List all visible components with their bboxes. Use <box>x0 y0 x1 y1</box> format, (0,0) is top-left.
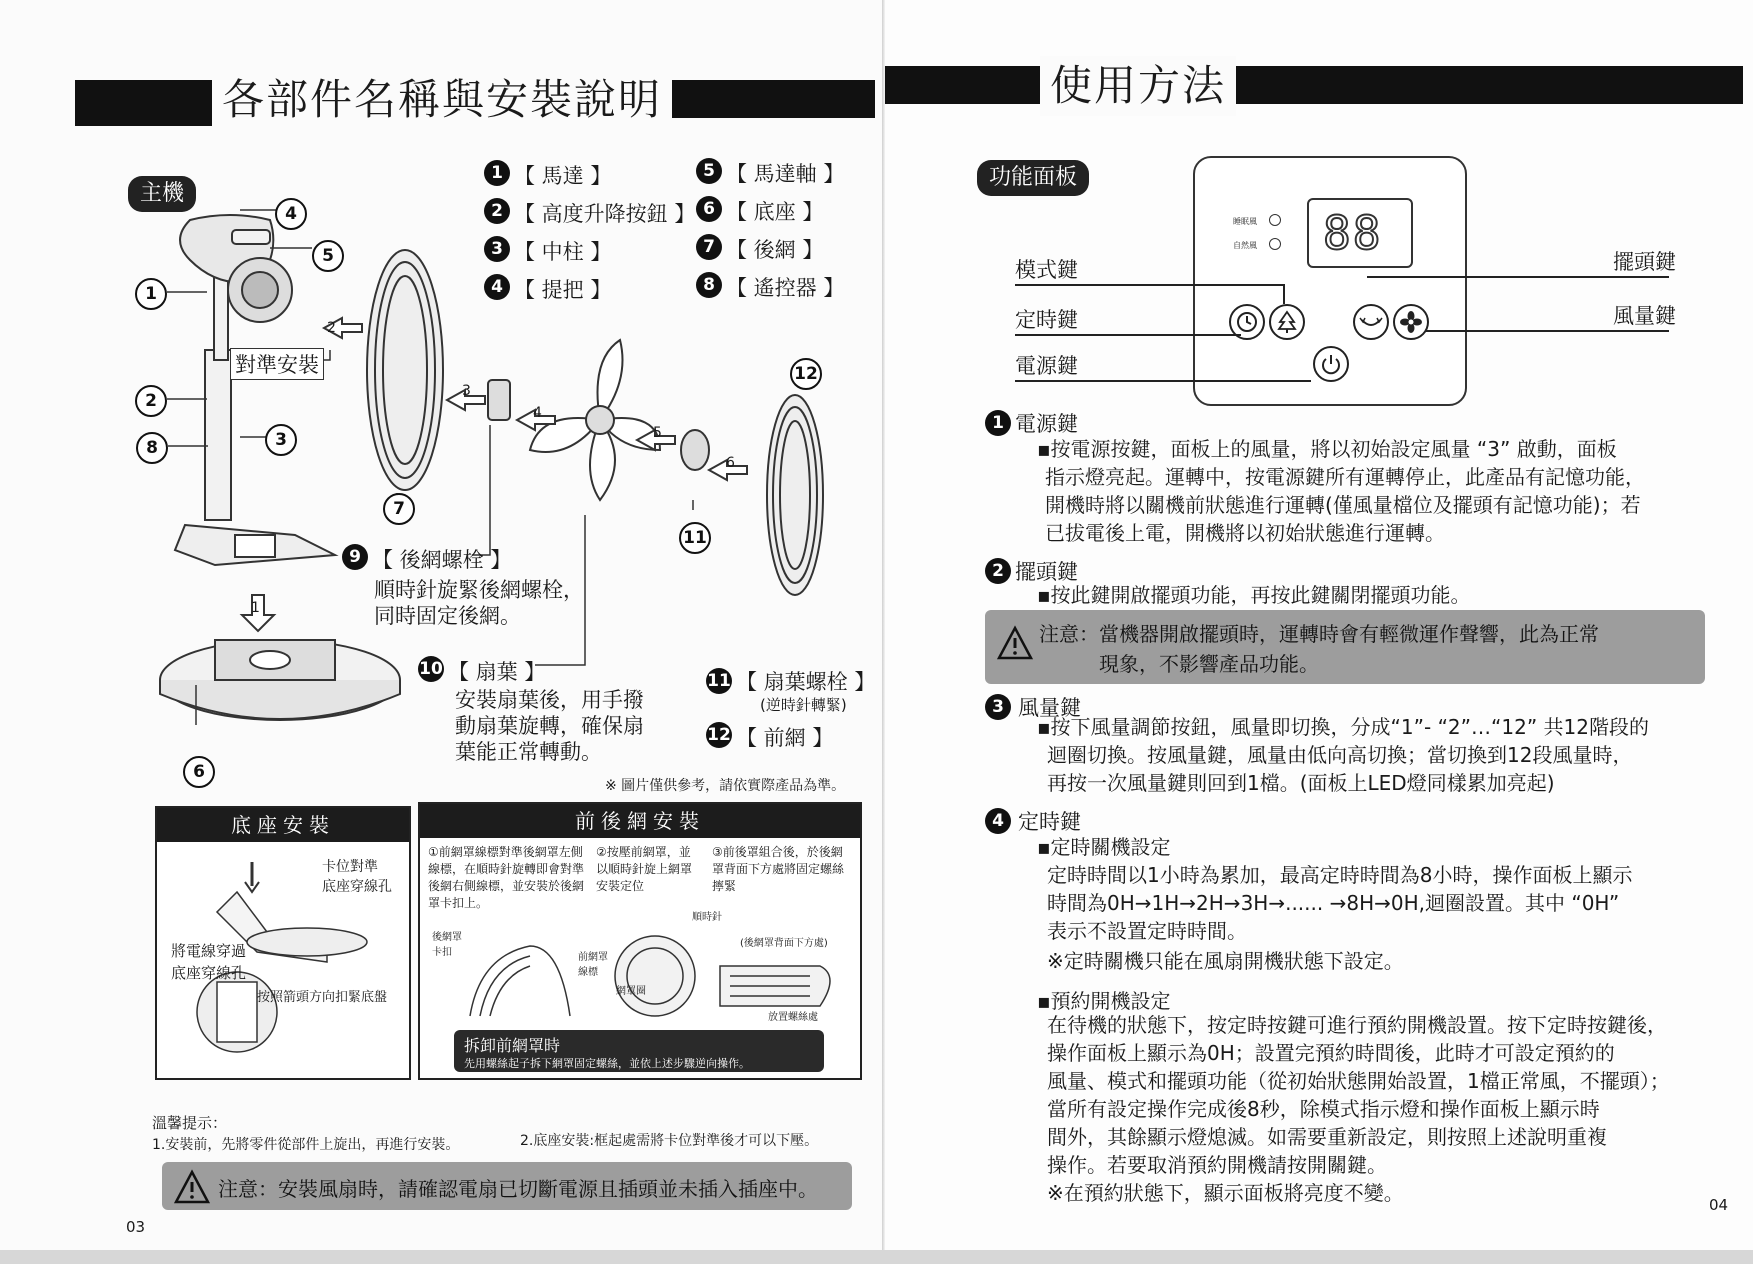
speed-button[interactable] <box>1393 304 1429 340</box>
sec4-b-5: 間外，其餘顯示燈熄滅。如需要重新設定，則按照上述說明重複 <box>1047 1125 1607 1149</box>
remove-desc: 先用螺絲起子拆下網罩固定螺絲，並依上述步驟逆向操作。 <box>464 1057 750 1070</box>
step-2: 2 <box>327 320 336 336</box>
align-label: 對準安裝 <box>230 348 324 380</box>
tips-title: 溫馨提示： <box>152 1114 228 1132</box>
right-page <box>885 0 1753 1250</box>
base-install-box <box>155 806 411 1080</box>
part10-desc-3: 葉能正常轉動。 <box>455 740 602 764</box>
base-label-2a: 將電線穿過 <box>171 942 247 960</box>
left-page <box>0 0 885 1250</box>
swing-key-leader <box>1367 276 1669 278</box>
sec2-line-1: ▪按此鍵開啟擺頭功能，再按此鍵關閉擺頭功能。 <box>1037 583 1471 607</box>
diag-num-6: 6 <box>183 756 215 788</box>
sec4-b-6: 操作。若要取消預約開機請按開關鍵。 <box>1047 1153 1387 1177</box>
mode-button[interactable] <box>1269 304 1305 340</box>
base-label-2b: 底座穿線孔 <box>171 964 247 982</box>
sec2-num: 2 <box>985 558 1011 584</box>
lbl-rear-bottom: (後網罩背面下方處) <box>740 938 828 949</box>
base-install-title: 底座安裝 <box>157 808 409 842</box>
step-5: 5 <box>653 425 662 441</box>
sec3-line-2: 迴圈切換。按風量鍵，風量由低向高切換；當切換到12段風量時， <box>1047 743 1633 767</box>
sec1-title: 電源鍵 <box>1015 412 1078 436</box>
base-label-1a: 卡位對準 <box>322 859 378 875</box>
sec2-title: 擺頭鍵 <box>1015 560 1078 584</box>
part-label-6: 【 底座 】 <box>726 200 824 224</box>
fan-icon <box>1395 306 1427 338</box>
part11-title: 【 扇葉螺栓 】 <box>736 670 876 694</box>
sec4-b-3: 風量、模式和擺頭功能（從初始狀態開始設置，1檔正常風，不擺頭）； <box>1047 1069 1670 1093</box>
part-num-3: 3 <box>484 236 510 262</box>
part-label-1: 【 馬達 】 <box>514 164 612 188</box>
tip-2: 2.底座安裝:框起處需將卡位對準後才可以下壓。 <box>520 1133 819 1149</box>
swing-key-label: 擺頭鍵 <box>1613 250 1676 274</box>
diag-num-4: 4 <box>275 198 307 230</box>
grill-install-box <box>418 802 862 1080</box>
sec1-line-1: ▪按電源按鍵，面板上的風量，將以初始設定風量 “3” 啟動，面板 <box>1037 437 1617 461</box>
indicator-natural-label: 自然風 <box>1233 241 1257 250</box>
lbl-front-mark: 前網罩線標 <box>578 952 608 978</box>
sec3-line-1: ▪按下風量調節按鈕，風量即切換，分成“1”- “2”…“12” 共12階段的 <box>1037 715 1650 739</box>
left-page-number: 03 <box>126 1218 146 1236</box>
sec3-num: 3 <box>985 694 1011 720</box>
part-label-8: 【 遙控器 】 <box>726 276 845 300</box>
base-label-1b: 底座穿線孔 <box>322 879 392 895</box>
sec4-b-1: 在待機的狀態下，按定時按鍵可進行預約開機設置。按下定時按鍵後， <box>1047 1013 1667 1037</box>
part10-desc-2: 動扇葉旋轉，確保扇 <box>455 714 644 738</box>
mode-key-leader <box>1015 284 1283 286</box>
tree-icon <box>1271 306 1303 338</box>
diag-num-2: 2 <box>135 385 167 417</box>
right-page-title: 使用方法 <box>1040 56 1236 116</box>
part12-title: 【 前網 】 <box>736 726 834 750</box>
part-label-4: 【 提把 】 <box>514 278 612 302</box>
part-label-7: 【 後網 】 <box>726 238 824 262</box>
lbl-cw: 順時針 <box>692 912 722 923</box>
grill-step-1: ①前網罩線標對準後網罩左側線標，在順時針旋轉即會對準後網右側線標，並安裝於後網罩卡扣上。 <box>428 845 585 910</box>
part-label-3: 【 中柱 】 <box>514 240 612 264</box>
sec1-line-3: 開機時將以關機前狀態進行運轉(僅風量檔位及擺頭有記憶功能)；若 <box>1045 493 1641 517</box>
sec4-b-7: ※在預約狀態下，顯示面板將亮度不變。 <box>1047 1181 1404 1205</box>
step-6: 6 <box>726 455 735 471</box>
speed-key-label: 風量鍵 <box>1613 304 1676 328</box>
sec1-line-2: 指示燈亮起。運轉中，按電源鍵所有運轉停止，此產品有記憶功能， <box>1045 465 1645 489</box>
part-num-5: 5 <box>696 158 722 184</box>
sec3-title: 風量鍵 <box>1018 696 1081 720</box>
speed-key-leader <box>1425 330 1669 332</box>
diag-num-3: 3 <box>265 424 297 456</box>
swing-icon <box>1355 306 1387 338</box>
lbl-screw: 放置螺絲處 <box>768 1012 818 1023</box>
diag-num-11: 11 <box>679 522 711 554</box>
sec4-a-2: 時間為0H→1H→2H→3H→...... →8H→0H,迴圈設置。其中 “0H” <box>1047 891 1620 915</box>
sec4-sub-1: ▪定時關機設定 <box>1037 835 1171 859</box>
lbl-ring: 網罩圈 <box>616 986 646 997</box>
part-num-1: 1 <box>484 160 510 186</box>
diag-num-12: 12 <box>790 358 822 390</box>
part-num-4: 4 <box>484 274 510 300</box>
power-icon <box>1315 348 1347 380</box>
step-3: 3 <box>462 383 471 399</box>
mode-key-leader-v <box>1283 284 1285 304</box>
part10-desc-1: 安裝扇葉後，用手撥 <box>455 688 644 712</box>
swing-notice <box>985 610 1705 684</box>
part-num-8: 8 <box>696 272 722 298</box>
power-button[interactable] <box>1313 346 1349 382</box>
lbl-rear-clip: 後網罩卡扣 <box>432 932 462 958</box>
install-warning <box>162 1162 852 1210</box>
footnote: ※ 圖片僅供參考，請依實際產品為準。 <box>605 778 846 794</box>
part10-num: 10 <box>418 656 444 682</box>
sec3-line-3: 再按一次風量鍵則回到1檔。(面板上LED燈同樣累加亮起) <box>1047 771 1555 795</box>
part-num-7: 7 <box>696 234 722 260</box>
power-key-leader <box>1015 380 1311 382</box>
main-unit-tag: 主機 <box>128 176 196 212</box>
display-digits: 88 <box>1323 206 1383 260</box>
part10-title: 【 扇葉 】 <box>448 660 546 684</box>
grill-step-3: ③前後罩組合後，於後網罩背面下方處將固定螺絲擰緊 <box>712 845 845 893</box>
remove-title: 拆卸前網罩時 <box>464 1036 561 1055</box>
swing-notice-line-1: 注意：當機器開啟擺頭時，運轉時會有輕微運作聲響，此為正常 <box>1039 622 1599 646</box>
diag-num-8: 8 <box>136 432 168 464</box>
warning-icon <box>997 626 1033 660</box>
install-warning-text: 注意：安裝風扇時，請確認電扇已切斷電源且插頭並未插入插座中。 <box>218 1177 818 1201</box>
part11-sub: (逆時針轉緊) <box>760 696 847 714</box>
base-label-3: 按照箭頭方向扣緊底盤 <box>257 990 388 1005</box>
sec4-b-4: 當所有設定操作完成後8秒，除模式指示燈和操作面板上顯示時 <box>1047 1097 1600 1121</box>
sec4-b-2: 操作面板上顯示為0H；設置完預約時間後，此時才可設定預約的 <box>1047 1041 1615 1065</box>
grill-install-title: 前後網安裝 <box>420 804 860 838</box>
right-title-bar <box>885 66 1743 104</box>
timer-key-label: 定時鍵 <box>1015 308 1078 332</box>
part-label-5: 【 馬達軸 】 <box>726 162 845 186</box>
tip-1: 1.安裝前，先將零件從部件上旋出，再進行安裝。 <box>152 1137 460 1153</box>
part9-desc-2: 同時固定後網。 <box>374 604 521 628</box>
display-screen <box>1307 198 1413 268</box>
sec4-a-4: ※定時關機只能在風扇開機狀態下設定。 <box>1047 949 1404 973</box>
indicator-natural-led <box>1269 238 1281 250</box>
indicator-sleep-label: 睡眠風 <box>1233 217 1257 226</box>
diag-num-5: 5 <box>312 240 344 272</box>
warning-icon <box>174 1170 210 1204</box>
sec1-line-4: 已拔電後上電，開機將以初始狀態進行運轉。 <box>1045 521 1445 545</box>
swing-button[interactable] <box>1353 304 1389 340</box>
grill-step-2: ②按壓前網罩，並以順時針旋上網罩安裝定位 <box>596 845 693 893</box>
power-key-label: 電源鍵 <box>1015 354 1078 378</box>
panel-tag: 功能面板 <box>977 160 1089 196</box>
part11-num: 11 <box>706 668 732 694</box>
remove-note <box>454 1030 824 1072</box>
control-panel <box>1193 156 1467 406</box>
diag-num-1: 1 <box>135 278 167 310</box>
part-num-2: 2 <box>484 198 510 224</box>
fan-assembly-illustration <box>0 0 885 820</box>
sec4-title: 定時鍵 <box>1018 810 1081 834</box>
swing-notice-line-2: 現象，不影響產品功能。 <box>1099 652 1319 676</box>
step-4: 4 <box>533 405 542 421</box>
right-page-number: 04 <box>1709 1196 1729 1214</box>
part-num-6: 6 <box>696 196 722 222</box>
sec4-a-1: 定時時間以1小時為累加，最高定時時間為8小時，操作面板上顯示 <box>1047 863 1633 887</box>
part9-num: 9 <box>342 544 368 570</box>
part12-num: 12 <box>706 722 732 748</box>
part9-desc-1: 順時針旋緊後網螺栓， <box>374 578 584 602</box>
part-label-2: 【 高度升降按鈕 】 <box>514 202 696 226</box>
part9-title: 【 後網螺栓 】 <box>372 548 512 572</box>
sec4-sub-2: ▪預約開機設定 <box>1037 989 1171 1013</box>
sec1-num: 1 <box>985 410 1011 436</box>
diag-num-7: 7 <box>383 493 415 525</box>
sec4-a-3: 表示不設置定時時間。 <box>1047 919 1247 943</box>
step-1: 1 <box>251 600 260 616</box>
indicator-sleep-led <box>1269 214 1281 226</box>
sec4-num: 4 <box>985 808 1011 834</box>
mode-key-label: 模式鍵 <box>1015 258 1078 282</box>
timer-key-leader <box>1015 334 1241 336</box>
left-page-title: 各部件名稱與安裝說明 <box>212 70 672 130</box>
